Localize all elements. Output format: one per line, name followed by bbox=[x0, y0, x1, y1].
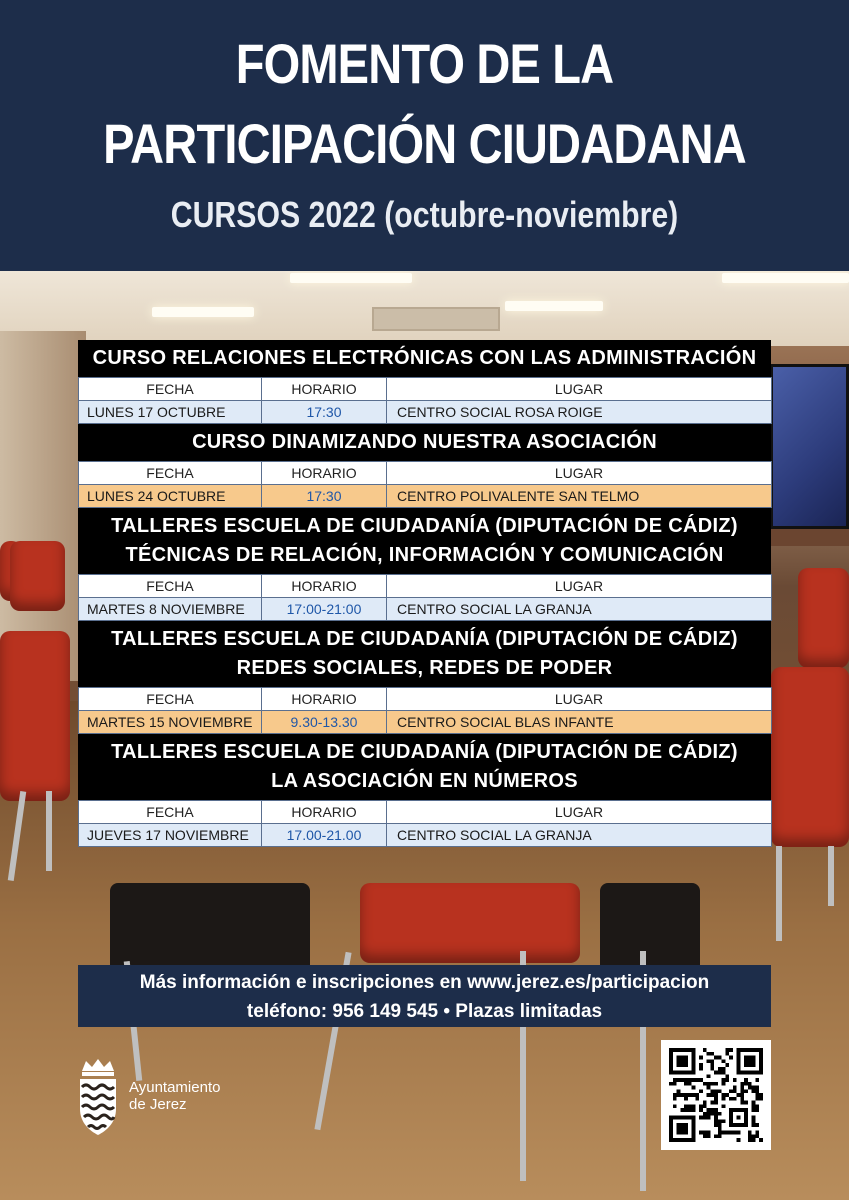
course-title bbox=[78, 340, 771, 377]
page-title-line2: PARTICIPACIÓN CIUDADANA bbox=[103, 112, 746, 175]
course-date: MARTES 8 NOVIEMBRE bbox=[79, 598, 262, 621]
logo-line-2: de Jerez bbox=[129, 1096, 187, 1113]
course-time: 9.30-13.30 bbox=[262, 711, 387, 734]
table-row bbox=[79, 598, 772, 621]
header-date: FECHA bbox=[79, 801, 262, 824]
chair bbox=[110, 883, 310, 973]
qr-code[interactable] bbox=[661, 1040, 771, 1150]
header-place: LUGAR bbox=[387, 462, 772, 485]
logo-line-1: Ayuntamiento bbox=[129, 1079, 221, 1096]
course-title-line: REDES SOCIALES, REDES DE PODER bbox=[236, 657, 613, 679]
course-title bbox=[78, 734, 771, 800]
table-header-row bbox=[79, 378, 772, 401]
ceiling-vent bbox=[372, 307, 500, 331]
course-title-line: LA ASOCIACIÓN EN NÚMEROS bbox=[271, 770, 578, 792]
course-date: MARTES 15 NOVIEMBRE bbox=[79, 711, 262, 734]
course-title-line: TALLERES ESCUELA DE CIUDADANÍA (DIPUTACIÓN DE CÁDIZ) bbox=[111, 515, 738, 537]
ceiling-light bbox=[722, 273, 849, 283]
course-title-line: TÉCNICAS DE RELACIÓN, INFORMACIÓN Y COMUNICACIÓN bbox=[125, 544, 724, 566]
logo-text bbox=[129, 1079, 220, 1113]
chair bbox=[771, 667, 849, 847]
course-title bbox=[78, 621, 771, 687]
course-block bbox=[78, 424, 771, 508]
course-time: 17.00-21.00 bbox=[262, 824, 387, 847]
course-date: JUEVES 17 NOVIEMBRE bbox=[79, 824, 262, 847]
header-place: LUGAR bbox=[387, 575, 772, 598]
course-table bbox=[78, 687, 772, 734]
chair bbox=[10, 541, 65, 611]
tv-screen bbox=[770, 364, 849, 529]
header-date: FECHA bbox=[79, 688, 262, 711]
page-subtitle: CURSOS 2022 (octubre-noviembre) bbox=[170, 194, 679, 235]
header-place: LUGAR bbox=[387, 688, 772, 711]
header-date: FECHA bbox=[79, 575, 262, 598]
course-table bbox=[78, 800, 772, 847]
ayuntamiento-logo bbox=[76, 1057, 276, 1137]
course-title bbox=[78, 508, 771, 574]
course-time: 17:30 bbox=[262, 485, 387, 508]
course-place: CENTRO SOCIAL LA GRANJA bbox=[387, 598, 772, 621]
ceiling-light bbox=[290, 273, 412, 283]
course-place: CENTRO SOCIAL LA GRANJA bbox=[387, 824, 772, 847]
course-title-line: TALLERES ESCUELA DE CIUDADANÍA (DIPUTACIÓN DE CÁDIZ) bbox=[111, 741, 738, 763]
header-banner bbox=[0, 0, 849, 271]
chair bbox=[798, 568, 849, 668]
info-bar bbox=[78, 965, 771, 1027]
table-row bbox=[79, 485, 772, 508]
course-title-line: CURSO RELACIONES ELECTRÓNICAS CON LAS ADMINISTRACIÓN bbox=[92, 347, 757, 369]
header-time: HORARIO bbox=[262, 688, 387, 711]
course-block bbox=[78, 734, 771, 847]
chair-leg bbox=[46, 791, 52, 871]
course-list bbox=[78, 340, 771, 847]
chair bbox=[0, 631, 70, 801]
jerez-shield-icon bbox=[76, 1057, 120, 1137]
header-place: LUGAR bbox=[387, 801, 772, 824]
header-time: HORARIO bbox=[262, 378, 387, 401]
info-line-1: Más información e inscripciones en www.jerez.es/participacion bbox=[139, 972, 710, 993]
table-row bbox=[79, 711, 772, 734]
course-block bbox=[78, 340, 771, 424]
header-place: LUGAR bbox=[387, 378, 772, 401]
course-table bbox=[78, 461, 772, 508]
course-table bbox=[78, 574, 772, 621]
course-title bbox=[78, 424, 771, 461]
course-title-line: TALLERES ESCUELA DE CIUDADANÍA (DIPUTACIÓN DE CÁDIZ) bbox=[111, 628, 738, 650]
table-header-row bbox=[79, 688, 772, 711]
chair-leg bbox=[828, 846, 834, 906]
course-table bbox=[78, 377, 772, 424]
header-time: HORARIO bbox=[262, 575, 387, 598]
left-wall bbox=[0, 331, 86, 681]
ceiling-light bbox=[505, 301, 603, 311]
header-time: HORARIO bbox=[262, 462, 387, 485]
header-time: HORARIO bbox=[262, 801, 387, 824]
course-place: CENTRO SOCIAL BLAS INFANTE bbox=[387, 711, 772, 734]
course-time: 17:00-21:00 bbox=[262, 598, 387, 621]
course-time: 17:30 bbox=[262, 401, 387, 424]
chair bbox=[360, 883, 580, 963]
table-header-row bbox=[79, 801, 772, 824]
course-block bbox=[78, 621, 771, 734]
course-date: LUNES 17 OCTUBRE bbox=[79, 401, 262, 424]
table-header-row bbox=[79, 575, 772, 598]
course-date: LUNES 24 OCTUBRE bbox=[79, 485, 262, 508]
page-title-line1: FOMENTO DE LA bbox=[235, 32, 614, 95]
course-place: CENTRO POLIVALENTE SAN TELMO bbox=[387, 485, 772, 508]
table-header-row bbox=[79, 462, 772, 485]
course-place: CENTRO SOCIAL ROSA ROIGE bbox=[387, 401, 772, 424]
table-row bbox=[79, 401, 772, 424]
header-date: FECHA bbox=[79, 378, 262, 401]
course-block bbox=[78, 508, 771, 621]
chair bbox=[600, 883, 700, 973]
table-row bbox=[79, 824, 772, 847]
header-date: FECHA bbox=[79, 462, 262, 485]
course-title-line: CURSO DINAMIZANDO NUESTRA ASOCIACIÓN bbox=[192, 431, 657, 453]
chair-leg bbox=[776, 846, 782, 941]
qr-code-icon bbox=[669, 1048, 763, 1142]
info-line-2: teléfono: 956 149 545 • Plazas limitadas bbox=[246, 1001, 603, 1022]
ceiling-light bbox=[152, 307, 254, 317]
